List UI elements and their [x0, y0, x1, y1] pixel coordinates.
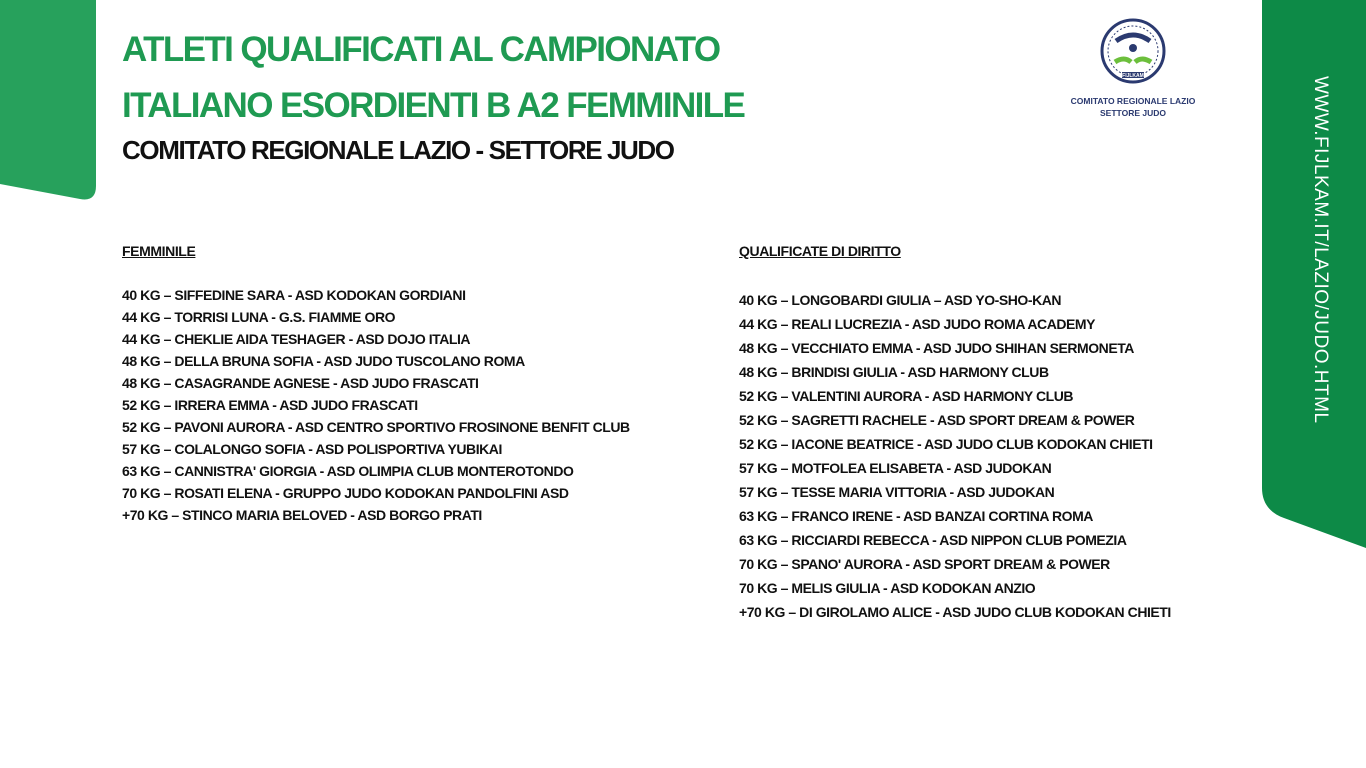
title-line-1: ATLETI QUALIFICATI AL CAMPIONATO: [122, 30, 720, 69]
title-line-2: ITALIANO ESORDIENTI B A2 FEMMINILE: [122, 86, 745, 125]
athlete-entry: 52 KG – IRRERA EMMA - ASD JUDO FRASCATI: [122, 397, 418, 413]
qualified-by-right-column: [739, 240, 1319, 624]
athlete-entry: 48 KG – CASAGRANDE AGNESE - ASD JUDO FRASCATI: [122, 375, 479, 391]
logo-caption-line-1: COMITATO REGIONALE LAZIO: [1070, 96, 1196, 106]
athlete-entry: 63 KG – FRANCO IRENE - ASD BANZAI CORTINA ROMA: [739, 508, 1093, 524]
green-corner-shape-left: [0, 0, 96, 200]
athlete-entry: 52 KG – IACONE BEATRICE - ASD JUDO CLUB KODOKAN CHIETI: [739, 436, 1153, 452]
column-heading-femminile: FEMMINILE: [122, 243, 196, 259]
athlete-entry: 44 KG – TORRISI LUNA - G.S. FIAMME ORO: [122, 309, 396, 325]
athlete-entry: 70 KG – SPANO' AURORA - ASD SPORT DREAM & POWER: [739, 556, 1110, 572]
qualified-by-right-list: [739, 288, 1319, 624]
column-heading-qualificate-di-diritto: QUALIFICATE DI DIRITTO: [739, 243, 901, 259]
fijlkam-logo-block: [1060, 18, 1206, 119]
logo-caption-line-2: SETTORE JUDO: [1100, 108, 1166, 118]
athlete-entry: 57 KG – TESSE MARIA VITTORIA - ASD JUDOKAN: [739, 484, 1055, 500]
athlete-entry: 57 KG – MOTFOLEA ELISABETA - ASD JUDOKAN: [739, 460, 1052, 476]
athlete-entry: 52 KG – VALENTINI AURORA - ASD HARMONY CLUB: [739, 388, 1074, 404]
athlete-entry: +70 KG – DI GIROLAMO ALICE - ASD JUDO CLUB KODOKAN CHIETI: [739, 604, 1171, 620]
fijlkam-logo-icon: [1098, 18, 1168, 84]
logo-caption: [1060, 95, 1206, 119]
athlete-entry: 44 KG – CHEKLIE AIDA TESHAGER - ASD DOJO ITALIA: [122, 331, 471, 347]
athlete-entry: 52 KG – PAVONI AURORA - ASD CENTRO SPORTIVO FROSINONE BENFIT CLUB: [122, 419, 630, 435]
athlete-entry: 70 KG – ROSATI ELENA - GRUPPO JUDO KODOKAN PANDOLFINI ASD: [122, 485, 569, 501]
page-title: [122, 22, 744, 134]
athlete-entry: 48 KG – DELLA BRUNA SOFIA - ASD JUDO TUSCOLANO ROMA: [122, 353, 525, 369]
athlete-entry: 52 KG – SAGRETTI RACHELE - ASD SPORT DREAM & POWER: [739, 412, 1135, 428]
website-url[interactable]: WWW.FIJLKAM.IT/LAZIO/JUDO.HTML: [1310, 76, 1331, 424]
athlete-entry: 40 KG – LONGOBARDI GIULIA – ASD YO-SHO-KAN: [739, 292, 1062, 308]
athlete-entry: +70 KG – STINCO MARIA BELOVED - ASD BORGO PRATI: [122, 507, 482, 523]
athlete-entry: 63 KG – CANNISTRA' GIORGIA - ASD OLIMPIA CLUB MONTEROTONDO: [122, 463, 574, 479]
athlete-entry: 70 KG – MELIS GIULIA - ASD KODOKAN ANZIO: [739, 580, 1036, 596]
qualified-athletes-column: [122, 240, 702, 526]
page-subtitle: COMITATO REGIONALE LAZIO - SETTORE JUDO: [122, 135, 674, 165]
logo-mark-text: FIJLKAM: [1122, 73, 1144, 79]
qualified-athletes-list: [122, 284, 702, 526]
athlete-entry: 63 KG – RICCIARDI REBECCA - ASD NIPPON CLUB POMEZIA: [739, 532, 1127, 548]
athlete-entry: 40 KG – SIFFEDINE SARA - ASD KODOKAN GORDIANI: [122, 287, 466, 303]
athlete-entry: 44 KG – REALI LUCREZIA - ASD JUDO ROMA ACADEMY: [739, 316, 1096, 332]
athlete-entry: 48 KG – BRINDISI GIULIA - ASD HARMONY CLUB: [739, 364, 1049, 380]
athlete-entry: 48 KG – VECCHIATO EMMA - ASD JUDO SHIHAN SERMONETA: [739, 340, 1134, 356]
athlete-entry: 57 KG – COLALONGO SOFIA - ASD POLISPORTIVA YUBIKAI: [122, 441, 502, 457]
